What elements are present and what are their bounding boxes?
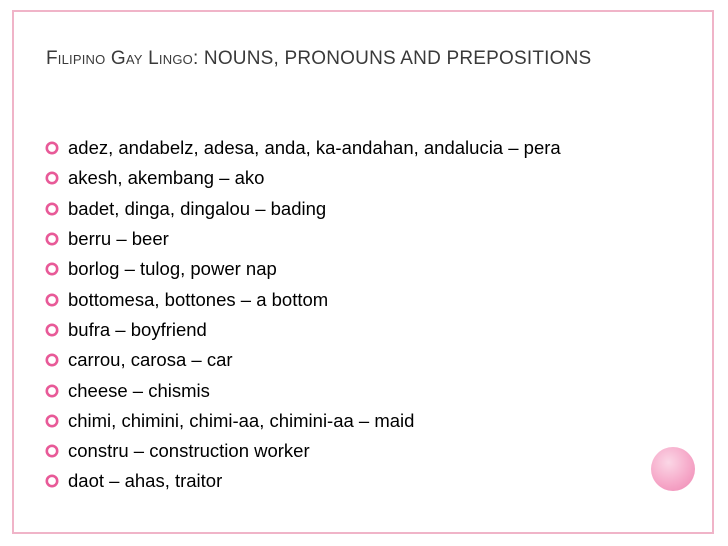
title-rest: : NOUNS, PRONOUNS AND PREPOSITIONS — [192, 48, 592, 69]
list-item-text: akesh, akembang – ako — [68, 167, 265, 189]
list-item — [44, 284, 561, 314]
bullet-icon — [44, 352, 60, 368]
bullet-icon — [44, 231, 60, 247]
list-item-text: constru – construction worker — [68, 440, 310, 462]
bullet-icon — [44, 473, 60, 489]
bullet-icon — [44, 292, 60, 308]
list-item — [44, 345, 561, 375]
list-item — [44, 315, 561, 345]
list-item-text: berru – beer — [68, 228, 169, 250]
bullet-icon — [44, 170, 60, 186]
bullet-icon — [44, 140, 60, 156]
title-smallcaps-part: Filipino Gay Lingo — [46, 48, 193, 69]
bullet-icon — [44, 443, 60, 459]
list-item — [44, 375, 561, 405]
bullet-icon — [44, 413, 60, 429]
decorative-circle — [651, 447, 695, 491]
bullet-icon — [44, 201, 60, 217]
list-item — [44, 133, 561, 163]
bullet-icon — [44, 261, 60, 277]
list-item-text: adez, andabelz, adesa, anda, ka-andahan, andalucia – pera — [68, 137, 561, 159]
list-item — [44, 466, 561, 496]
list-item — [44, 163, 561, 193]
list-item — [44, 194, 561, 224]
list-item-text: carrou, carosa – car — [68, 349, 233, 371]
list-item — [44, 406, 561, 436]
list-item — [44, 224, 561, 254]
bullet-icon — [44, 322, 60, 338]
list-item — [44, 436, 561, 466]
bullet-icon — [44, 383, 60, 399]
list-item-text: cheese – chismis — [68, 379, 210, 401]
list-item-text: daot – ahas, traitor — [68, 470, 223, 492]
slide-title — [46, 46, 666, 71]
list-item-text: badet, dinga, dingalou – bading — [68, 197, 327, 219]
list-item — [44, 254, 561, 284]
list-item-text: bufra – boyfriend — [68, 318, 207, 340]
list-item-text: borlog – tulog, power nap — [68, 258, 277, 280]
bullet-list — [44, 133, 561, 497]
list-item-text: bottomesa, bottones – a bottom — [68, 288, 329, 310]
list-item-text: chimi, chimini, chimi-aa, chimini-aa – maid — [68, 409, 415, 431]
